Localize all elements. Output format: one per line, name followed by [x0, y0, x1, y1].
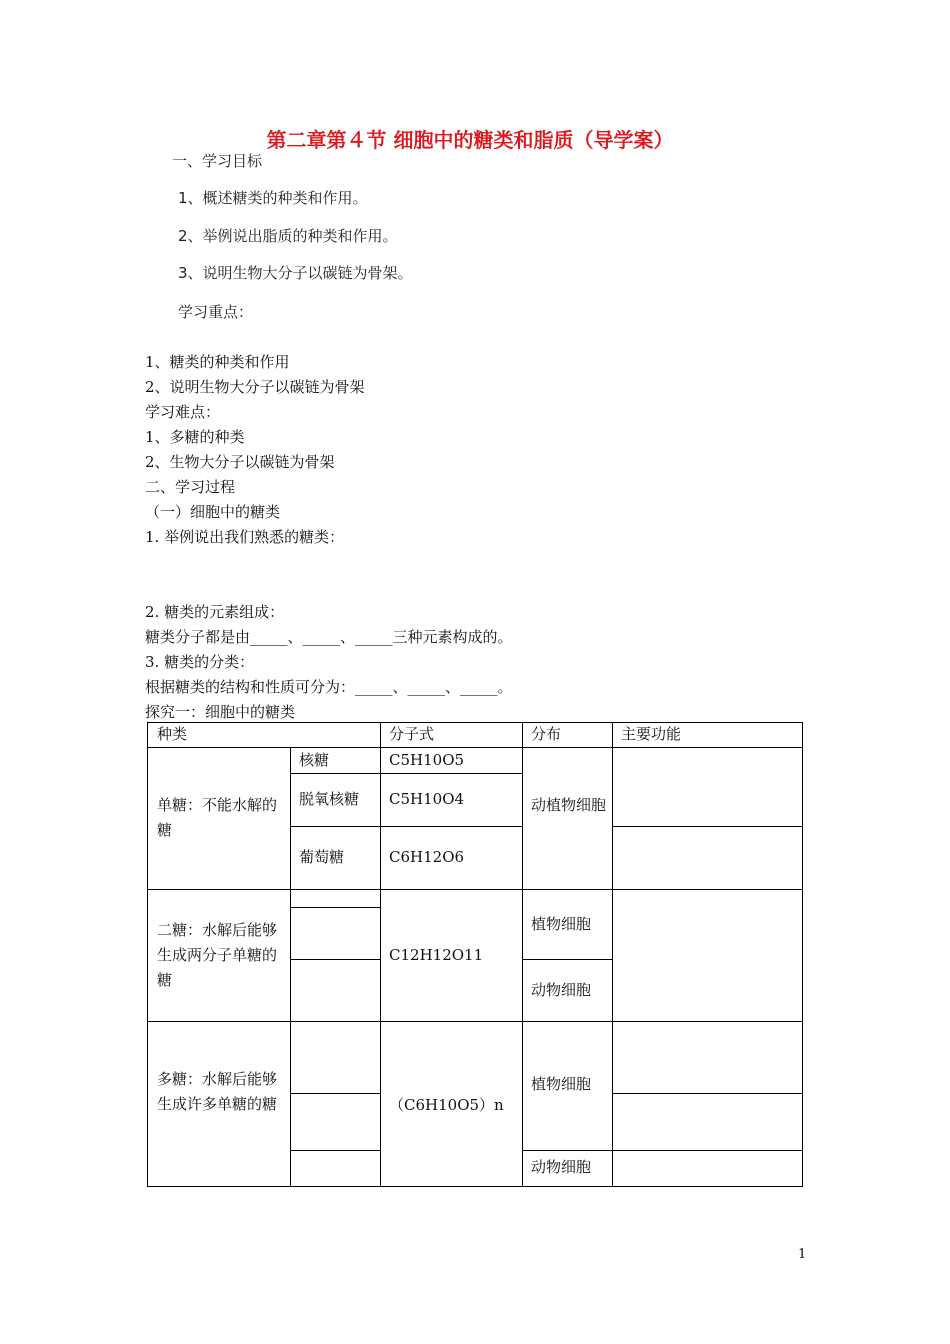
key-points-heading: 学习重点： [178, 303, 254, 321]
body-line: 1、多糖的种类 [145, 428, 245, 446]
distribution-cell: 植物细胞 [531, 1075, 592, 1093]
objective-item: 2、举例说出脂质的种类和作用。 [178, 227, 398, 245]
body-line: 3. 糖类的分类： [145, 653, 255, 671]
table-header: 分布 [531, 725, 562, 743]
sugar-name: 葡萄糖 [299, 848, 345, 866]
body-line: 二、学习过程 [145, 478, 236, 496]
objectives-heading: 一、学习目标 [172, 152, 263, 170]
formula-cell: C6H12O6 [389, 848, 465, 866]
formula-cell: C12H12O11 [389, 946, 484, 964]
objective-item: 3、说明生物大分子以碳链为骨架。 [178, 264, 413, 282]
objective-item: 1、概述糖类的种类和作用。 [178, 189, 368, 207]
body-line: 1. 举例说出我们熟悉的糖类： [145, 528, 345, 546]
body-line: 探究一：细胞中的糖类 [145, 703, 296, 721]
body-line: 2. 糖类的元素组成： [145, 603, 285, 621]
category-cell: 多糖：水解后能够生成许多单糖的糖 [157, 1070, 278, 1113]
body-line: 2、说明生物大分子以碳链为骨架 [145, 378, 365, 396]
distribution-cell: 动植物细胞 [531, 796, 607, 814]
table-header: 分子式 [389, 725, 435, 743]
distribution-cell: 动物细胞 [531, 1158, 592, 1176]
page-title: 第二章第４节 细胞中的糖类和脂质（导学案） [266, 128, 674, 152]
body-line: 糖类分子都是由_____、_____、_____三种元素构成的。 [145, 628, 513, 646]
table-header: 种类 [157, 725, 188, 743]
formula-cell: （C6H10O5）n [389, 1096, 504, 1114]
formula-cell: C5H10O5 [389, 751, 465, 769]
sugar-name: 核糖 [299, 751, 330, 769]
body-line: 根据糖类的结构和性质可分为：_____、_____、_____。 [145, 678, 513, 696]
body-line: 2、生物大分子以碳链为骨架 [145, 453, 335, 471]
category-cell: 二糖：水解后能够生成两分子单糖的糖 [157, 921, 278, 989]
distribution-cell: 植物细胞 [531, 915, 592, 933]
body-line: 学习难点： [145, 403, 221, 421]
distribution-cell: 动物细胞 [531, 981, 592, 999]
page-number: 1 [798, 1247, 807, 1262]
sugar-name: 脱氧核糖 [299, 790, 360, 808]
body-line: 1、糖类的种类和作用 [145, 353, 290, 371]
body-line: （一）细胞中的糖类 [145, 503, 281, 521]
category-cell: 单糖：不能水解的糖 [157, 796, 278, 839]
formula-cell: C5H10O4 [389, 790, 465, 808]
table-header: 主要功能 [621, 725, 682, 743]
